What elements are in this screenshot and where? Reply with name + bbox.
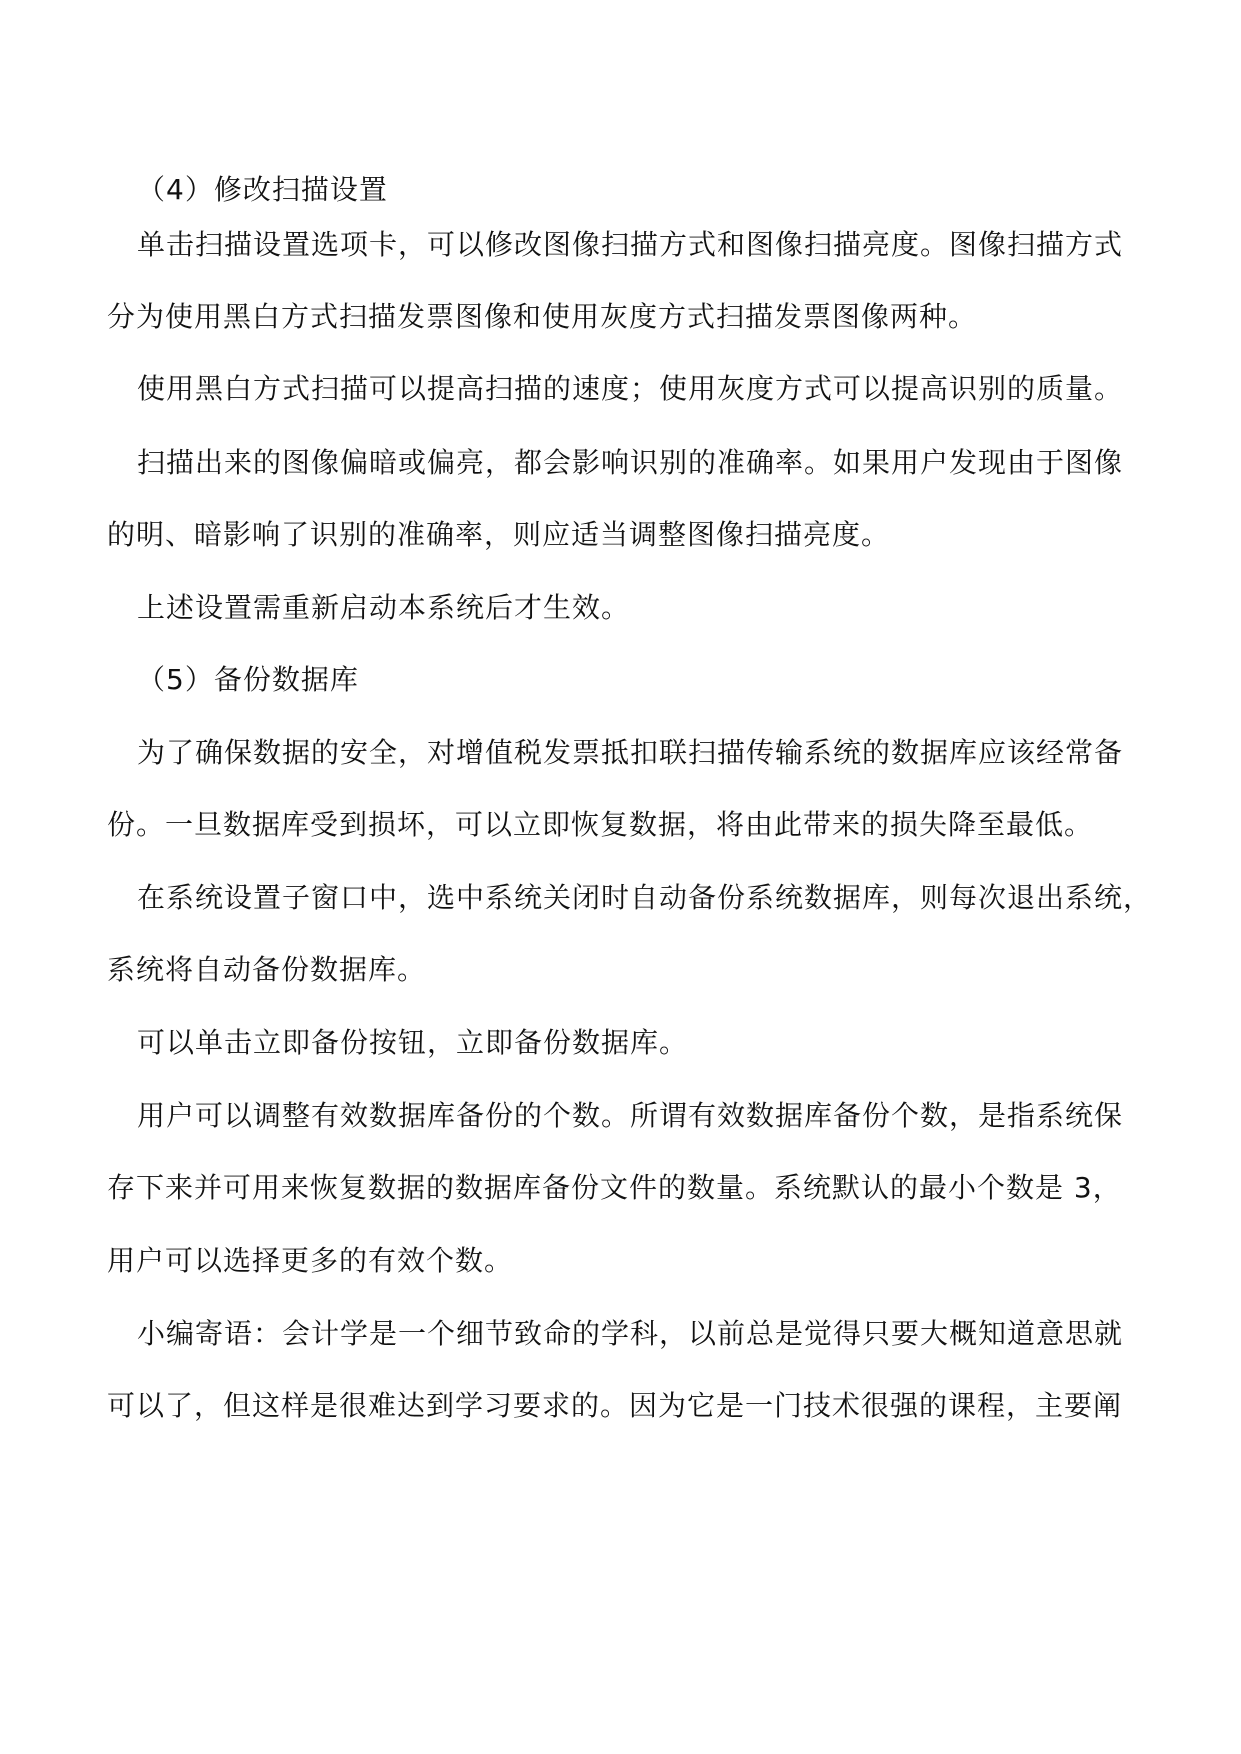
paragraph-line: 为了确保数据的安全，对增值税发票抵扣联扫描传输系统的数据库应该经常备	[137, 736, 1124, 769]
paragraph-line: 使用黑白方式扫描可以提高扫描的速度；使用灰度方式可以提高识别的质量。	[137, 372, 1124, 405]
paragraph-line: 单击扫描设置选项卡，可以修改图像扫描方式和图像扫描亮度。图像扫描方式	[137, 228, 1124, 261]
paragraph-line: 小编寄语：会计学是一个细节致命的学科，以前总是觉得只要大概知道意思就	[137, 1317, 1124, 1350]
paragraph-line: 分为使用黑白方式扫描发票图像和使用灰度方式扫描发票图像两种。	[107, 300, 978, 333]
paragraph-line: 可以了，但这样是很难达到学习要求的。因为它是一门技术很强的课程，主要阐	[107, 1389, 1123, 1422]
paragraph-line: 上述设置需重新启动本系统后才生效。	[137, 591, 631, 624]
paragraph-line: 的明、暗影响了识别的准确率，则应适当调整图像扫描亮度。	[107, 518, 891, 551]
paragraph-line: 份。一旦数据库受到损坏，可以立即恢复数据，将由此带来的损失降至最低。	[107, 808, 1094, 841]
paragraph-line: 用户可以选择更多的有效个数。	[107, 1244, 514, 1277]
section-heading-scan-settings: （4）修改扫描设置	[137, 173, 388, 206]
paragraph-line: 扫描出来的图像偏暗或偏亮，都会影响识别的准确率。如果用户发现由于图像	[137, 446, 1124, 479]
paragraph-line: 用户可以调整有效数据库备份的个数。所谓有效数据库备份个数，是指系统保	[137, 1099, 1124, 1132]
section-heading-backup-database: （5）备份数据库	[137, 663, 359, 696]
paragraph-line: 在系统设置子窗口中，选中系统关闭时自动备份系统数据库，则每次退出系统，	[137, 881, 1153, 914]
paragraph-line: 系统将自动备份数据库。	[107, 953, 427, 986]
paragraph-line: 存下来并可用来恢复数据的数据库备份文件的数量。系统默认的最小个数是 3，	[107, 1171, 1122, 1204]
paragraph-line: 可以单击立即备份按钮，立即备份数据库。	[137, 1026, 689, 1059]
